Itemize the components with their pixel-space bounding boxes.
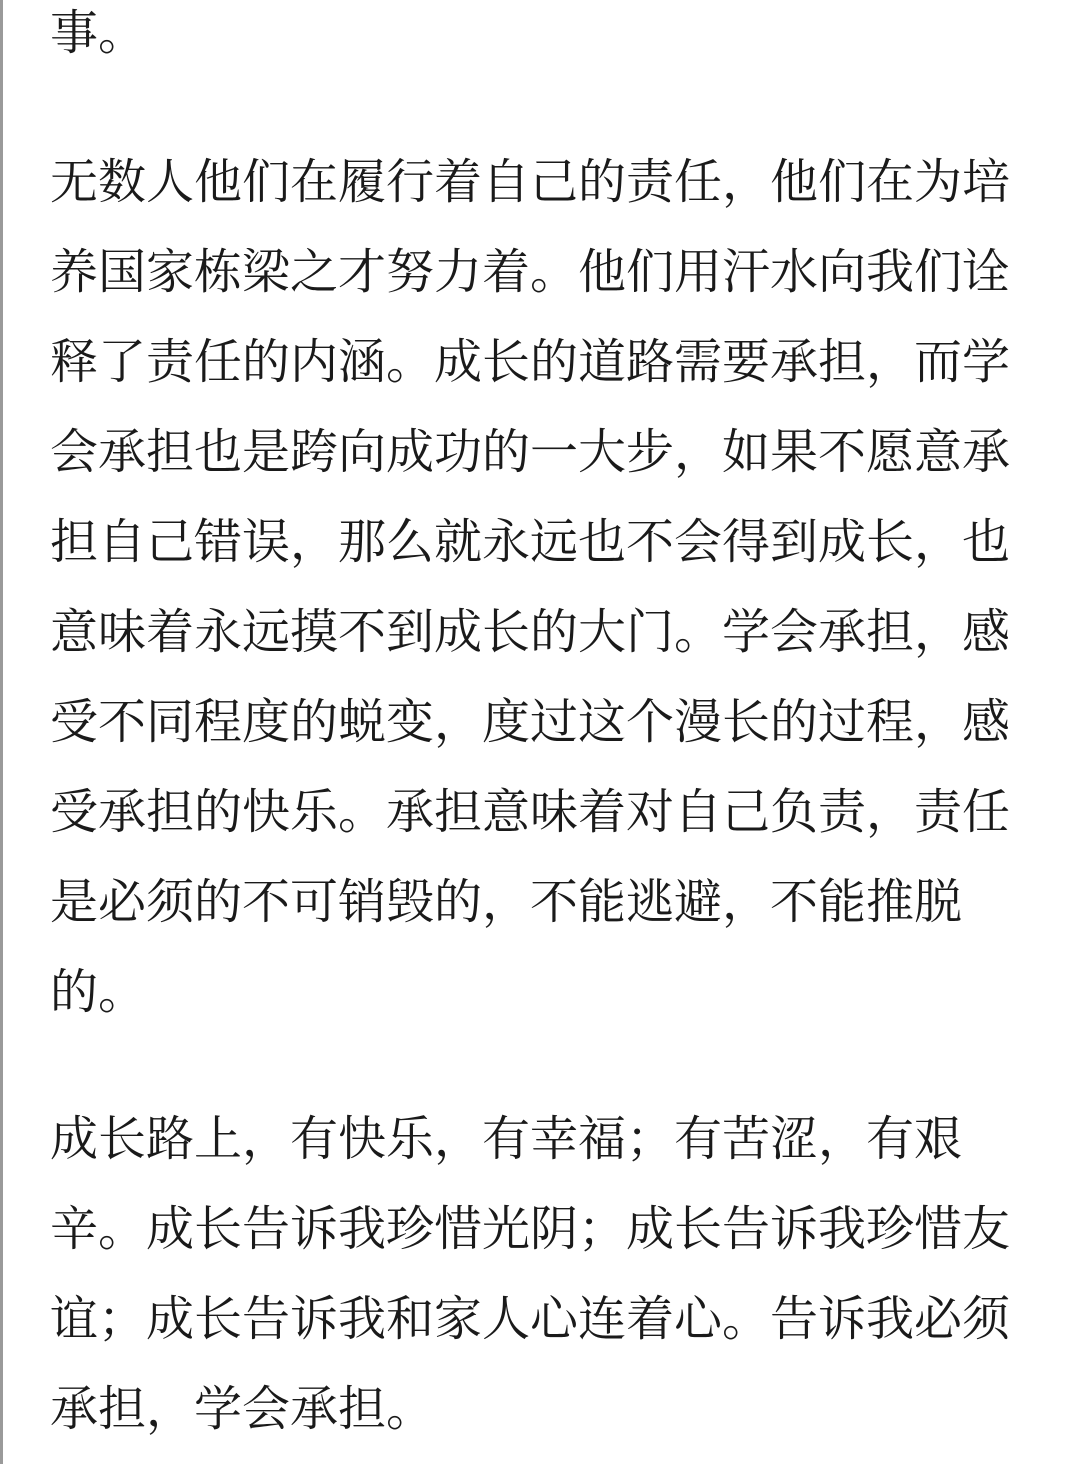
paragraph-growth-road: 成长路上，有快乐，有幸福；有苦涩，有艰辛。成长告诉我珍惜光阴；成长告诉我珍惜友谊；成长告诉我和家人心连着心。告诉我必须承担，学会承担。 xyxy=(50,1111,1011,1437)
left-border-rule xyxy=(0,0,3,1464)
paragraph-fragment: 事。 xyxy=(50,5,147,61)
paragraph-responsibility: 无数人他们在履行着自己的责任，他们在为培养国家栋梁之才努力着。他们用汗水向我们诠释了责任的内涵。成长的道路需要承担，而学会承担也是跨向成功的一大步，如果不愿意承担自己错误，那么就永远也不会得到成长，也意味着永远摸不到成长的大门。学会承担，感受不同程度的蜕变，度过这个漫长的过程，感受承担的快乐。承担意味着对自己负责，责任是必须的不可销毁的，不能逃避，不能推脱的。 xyxy=(50,154,1011,1020)
